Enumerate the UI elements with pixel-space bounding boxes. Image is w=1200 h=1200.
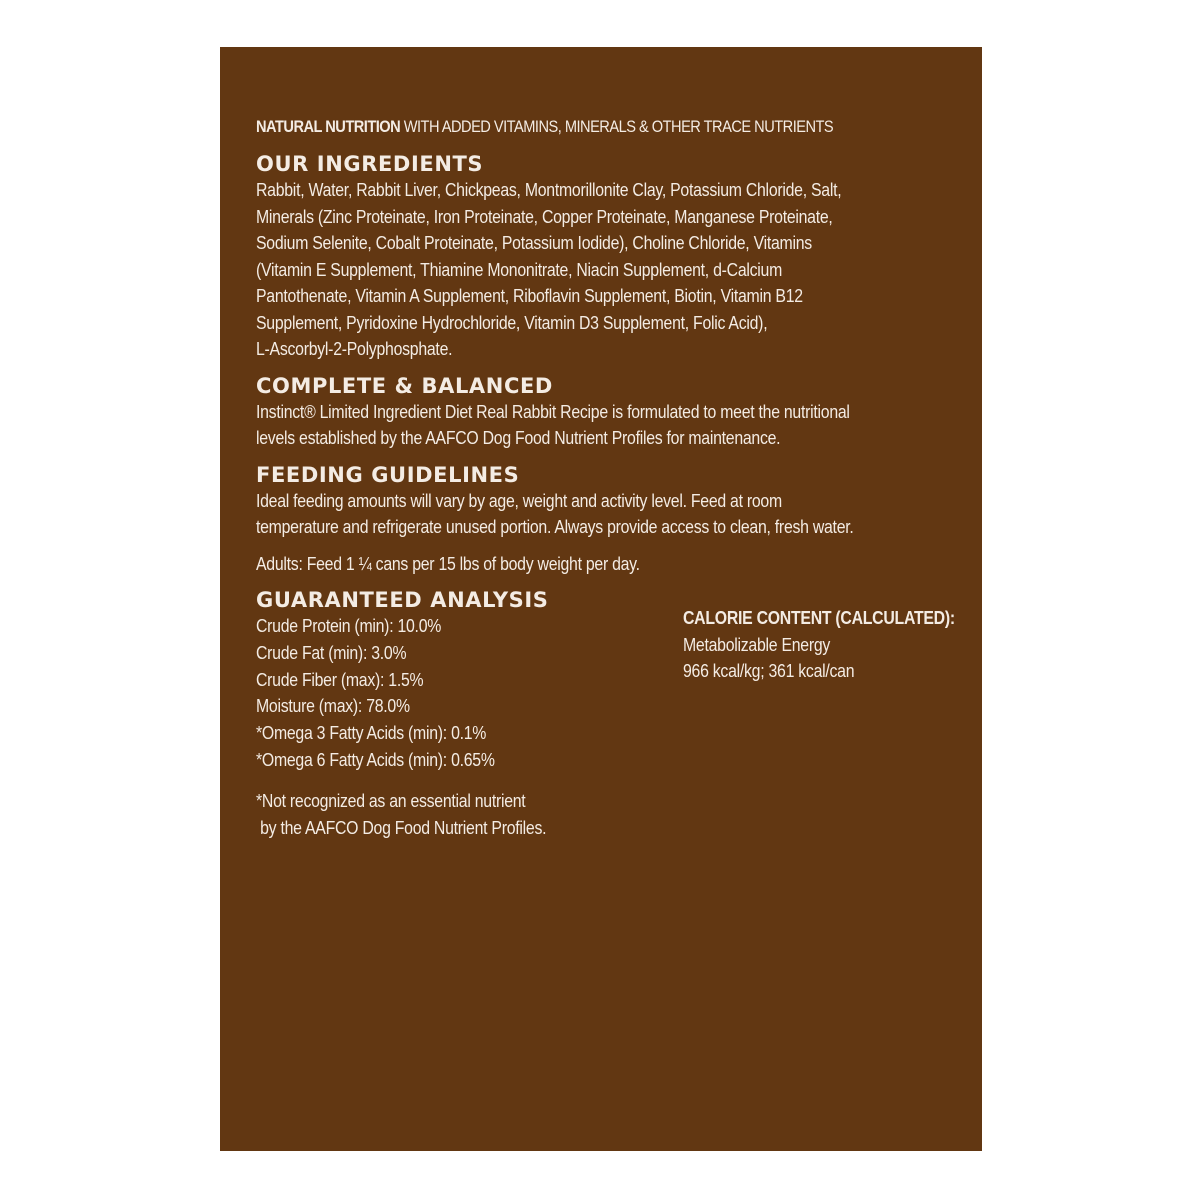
complete-balanced-line: levels established by the AAFCO Dog Food Nutrient Profiles for maintenance. [256,428,781,448]
feeding-text [256,488,951,578]
analysis-item: *Omega 3 Fatty Acids (min): 0.1% [256,723,487,744]
complete-balanced-line: Instinct® Limited Ingredient Diet Real Rabbit Recipe is formulated to meet the nutritional [256,401,850,422]
feeding-line: Ideal feeding amounts will vary by age, weight and activity level. Feed at room [256,490,782,511]
analysis-item: Crude Fat (min): 3.0% [256,642,407,663]
tagline [256,117,858,137]
analysis-section [256,587,956,842]
analysis-heading: GUARANTEED ANALYSIS [256,588,549,612]
ingredients-section [256,151,956,363]
complete-balanced-heading: COMPLETE & BALANCED [256,373,553,398]
tagline-rest: WITH ADDED VITAMINS, MINERALS & OTHER TRACE NUTRIENTS [400,117,834,136]
ingredients-line: L-Ascorbyl-2-Polyphosphate. [256,339,453,359]
footnote-line: by the AAFCO Dog Food Nutrient Profiles. [256,817,547,838]
calorie-heading: CALORIE CONTENT (CALCULATED): [683,608,955,628]
feeding-line: temperature and refrigerate unused portion. Always provide access to clean, fresh water. [256,517,854,537]
ingredients-line: Sodium Selenite, Cobalt Proteinate, Potassium Iodide), Choline Chloride, Vitamins [256,233,812,253]
ingredients-line: Minerals (Zinc Proteinate, Iron Proteinate, Copper Proteinate, Manganese Proteinate, [256,206,833,227]
ingredients-line: Pantothenate, Vitamin A Supplement, Riboflavin Supplement, Biotin, Vitamin B12 [256,286,803,306]
ingredients-heading: OUR INGREDIENTS [256,152,484,176]
ingredients-line: Supplement, Pyridoxine Hydrochloride, Vitamin D3 Supplement, Folic Acid), [256,312,768,333]
ingredients-text [256,177,951,363]
analysis-footnote [256,788,872,842]
analysis-item: Crude Fiber (max): 1.5% [256,669,424,690]
calorie-line: 966 kcal/kg; 361 kcal/can [683,661,855,681]
feeding-adults-line: Adults: Feed 1 ¼ cans per 15 lbs of body weight per day. [256,553,640,574]
feeding-heading: FEEDING GUIDELINES [256,462,520,487]
complete-balanced-section [256,373,956,452]
footnote-line: *Not recognized as an essential nutrient [256,790,526,811]
tagline-bold: NATURAL NUTRITION [256,117,401,136]
ingredients-line: Rabbit, Water, Rabbit Liver, Chickpeas, Montmorillonite Clay, Potassium Chloride, Salt, [256,180,842,200]
feeding-section [256,462,956,578]
label-panel [220,47,982,1151]
calorie-line: Metabolizable Energy [683,634,831,655]
analysis-item: *Omega 6 Fatty Acids (min): 0.65% [256,749,495,770]
calorie-content [683,605,955,685]
analysis-item: Crude Protein (min): 10.0% [256,616,442,636]
analysis-item: Moisture (max): 78.0% [256,696,410,717]
ingredients-line: (Vitamin E Supplement, Thiamine Mononitrate, Niacin Supplement, d-Calcium [256,259,783,280]
complete-balanced-text [256,399,951,452]
